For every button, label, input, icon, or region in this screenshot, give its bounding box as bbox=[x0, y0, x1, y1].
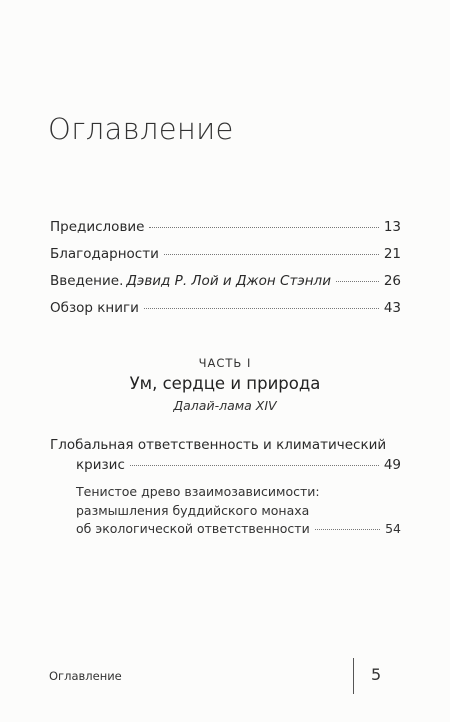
toc-entry-author: Дэвид Р. Лой и Джон Стэнли bbox=[126, 273, 331, 289]
toc-entry-acknowledgements[interactable] bbox=[50, 245, 401, 263]
toc-entry-overview[interactable] bbox=[50, 299, 401, 317]
toc-entry-line: об экологической ответственности bbox=[76, 521, 310, 536]
dot-leader bbox=[149, 226, 378, 228]
toc-entry-last-line bbox=[50, 455, 401, 475]
dot-leader bbox=[315, 528, 380, 530]
toc-entry-preface[interactable] bbox=[50, 218, 401, 236]
dot-leader bbox=[144, 307, 379, 309]
toc-page-number: 49 bbox=[383, 457, 401, 473]
toc-entry-label: Благодарности bbox=[50, 246, 159, 262]
toc-entry-label: Обзор книги bbox=[50, 300, 139, 316]
toc-entry-global-responsibility[interactable] bbox=[50, 435, 401, 475]
part-label: ЧАСТЬ I bbox=[198, 356, 252, 370]
toc-page-number: 43 bbox=[383, 300, 401, 316]
dot-leader bbox=[130, 464, 379, 466]
running-footer: Оглавление bbox=[49, 669, 122, 683]
part-title: Ум, сердце и природа bbox=[129, 374, 321, 393]
footer-divider bbox=[353, 658, 354, 694]
toc-entry-label: Введение. Дэвид Р. Лой и Джон Стэнли bbox=[50, 273, 331, 289]
part-author: Далай-лама XIV bbox=[173, 398, 277, 413]
toc-page-number: 54 bbox=[385, 521, 401, 536]
toc-page-number: 13 bbox=[383, 219, 401, 235]
dot-leader bbox=[164, 253, 379, 255]
toc-entry-last-line bbox=[76, 520, 401, 539]
toc-entry-line: размышления буддийского монаха bbox=[76, 502, 310, 518]
toc-page-number: 21 bbox=[383, 246, 401, 262]
toc-subentry-tree-of-interdependence[interactable] bbox=[76, 483, 401, 539]
dot-leader bbox=[336, 280, 379, 282]
toc-entry-line: кризис bbox=[76, 457, 125, 473]
folio-page-number: 5 bbox=[371, 665, 382, 684]
page-title: Оглавление bbox=[48, 112, 234, 146]
toc-entry-introduction[interactable] bbox=[50, 272, 401, 290]
toc-entry-line: Глобальная ответственность и климатический bbox=[50, 437, 387, 453]
toc-entry-line: Тенистое древо взаимозависимости: bbox=[76, 484, 320, 499]
toc-page-number: 26 bbox=[383, 273, 401, 289]
toc-entry-label: Предисловие bbox=[50, 219, 145, 235]
